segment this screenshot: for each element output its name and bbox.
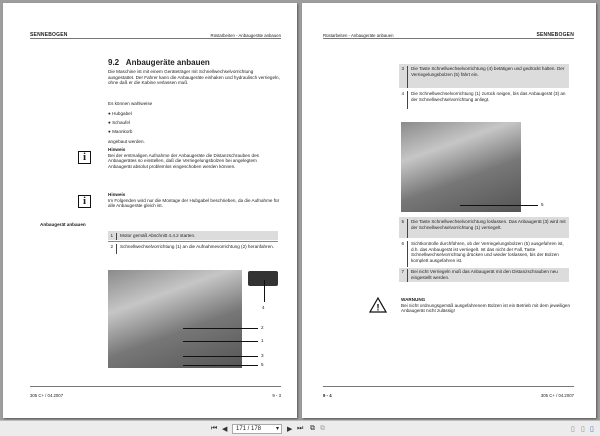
switch-photo xyxy=(248,271,278,286)
logo: SENNEBOGEN xyxy=(30,32,68,38)
step-row: 6 Sichtkontrolle durchführen, ob der Verriegelungsbolzen (5) ausgefahren ist, d.h. das Anbaugerät ist verriegelt. Ist das nicht der Fall, Taste Schnellwechselvorrichtung drücken und wieder loslassen, bis der Bolzen komplett ausgefahren ist. xyxy=(399,240,569,267)
note: Hinweis Im Folgenden wird nur die Montage der Hubgabel beschrieben, da die Aufnahme für alle Anbaugeräte gleich ist. xyxy=(108,192,280,209)
next-page-button[interactable]: ▶ xyxy=(287,426,293,433)
previous-page-button[interactable]: ◀ xyxy=(222,426,228,433)
header-rule xyxy=(323,38,574,39)
forward-view-button[interactable]: ⧉ xyxy=(320,425,325,432)
callout-label: 5 xyxy=(261,362,264,367)
callout-label: 3 xyxy=(261,353,264,358)
warning-text: WARNUNG Bei nicht ordnungsgemäß ausgefahrenem Bolzen ist ein Betrieb mit dem jeweiligen Anbaugerät nicht zulässig! xyxy=(401,297,571,314)
footer-rule xyxy=(30,386,281,387)
page-number-input[interactable]: 171 / 178 ▾ xyxy=(232,424,282,434)
step-row: 3 Die Taste Schnellwechselvorrichtung (4) betätigen und gedrückt halten. Der Verriegelungsbolzen (5) fährt ein. xyxy=(399,64,569,88)
right-page xyxy=(302,3,596,418)
two-page-view-button[interactable]: ▯ xyxy=(590,426,594,433)
left-page xyxy=(3,3,297,418)
note: Hinweis Bei der erstmaligen Aufnahme der Anbaugeräte die Distanzschrauben des Anbaugerätes so einstellen, daß die Verriegelungsbolzen bei angelegtem Anbaugerät absolut problemlos eingeschoben werden können. xyxy=(108,147,259,169)
footer-rule xyxy=(323,386,574,387)
attachment-photo xyxy=(108,270,242,368)
callout-label: 1 xyxy=(261,338,264,343)
section-title: 9.2 Anbaugeräte anbauen xyxy=(108,58,210,67)
callout-label: 4 xyxy=(262,305,265,310)
intro-text: Die Maschine ist mit einem Geräteträger mit Schnellwechselvorrichtung ausgestattet. Der Fahrer kann die Anbaugeräte einhaken und hydraulisch verriegeln, ohne daß er die Kabine verlassen muß. xyxy=(108,69,280,86)
bullet-item: ● Mannkorb xyxy=(108,129,133,134)
page-number: 9 - 4 xyxy=(323,393,332,398)
step-row: 4 Die Schnellwechselvorrichtung (1) zurück neigen, bis das Anbaugerät (3) an der Schnellwechselvorrichtung anliegt. xyxy=(399,89,569,109)
header-rule xyxy=(30,38,281,39)
last-page-button[interactable]: ⏭ xyxy=(297,425,304,432)
step-row: 7 Bei nicht Verriegeln muß das Anbaugerät mit den Distanzschrauben neu eingestellt werden. xyxy=(399,268,569,282)
step-row: 5 Die Taste Schnellwechselvorrichtung loslassen. Das Anbaugerät (3) wird mit der Schnellwechselvorrichtung (1) verriegelt. xyxy=(399,217,569,238)
step-row: 1 Motor gemäß Abschnitt 4.4.2 starten. xyxy=(108,231,278,240)
footer-right: 305 C+ / 04.2007 xyxy=(540,393,574,398)
step-row: 2 Schnellwechselvorrichtung (1) an die Aufnahmevorrichtung (2) heranfahren. xyxy=(108,241,278,254)
page-header: Rüstarbeiten - Anbaugeräte anbauen xyxy=(323,33,394,38)
svg-text:!: ! xyxy=(376,302,380,313)
callout-label: 5 xyxy=(541,202,544,207)
footer-left: 305 C+ / 04.2007 xyxy=(30,393,64,398)
info-icon: i xyxy=(78,151,91,164)
list-intro: Es können wahlweise xyxy=(108,101,153,106)
continuous-view-button[interactable]: ▯ xyxy=(581,426,585,433)
list-outro: angebaut werden. xyxy=(108,139,145,144)
bullet-item: ● Hubgabel xyxy=(108,111,132,116)
single-page-view-button[interactable]: ▯ xyxy=(571,426,575,433)
back-view-button[interactable]: ⧉ xyxy=(310,425,315,432)
callout-label: 2 xyxy=(261,325,264,330)
logo: SENNEBOGEN xyxy=(536,32,574,38)
side-heading: Anbaugerät anbauen xyxy=(40,222,86,227)
page-header: Rüstarbeiten - Anbaugeräte anbauen xyxy=(210,33,281,38)
viewer-toolbar xyxy=(0,420,600,436)
first-page-button[interactable]: ⏮ xyxy=(211,425,218,432)
info-icon: i xyxy=(78,195,91,208)
bullet-item: ● Schaufel xyxy=(108,120,130,125)
warning-icon xyxy=(369,297,387,313)
page-number: 9 - 3 xyxy=(272,393,281,398)
locking-photo xyxy=(401,122,521,212)
